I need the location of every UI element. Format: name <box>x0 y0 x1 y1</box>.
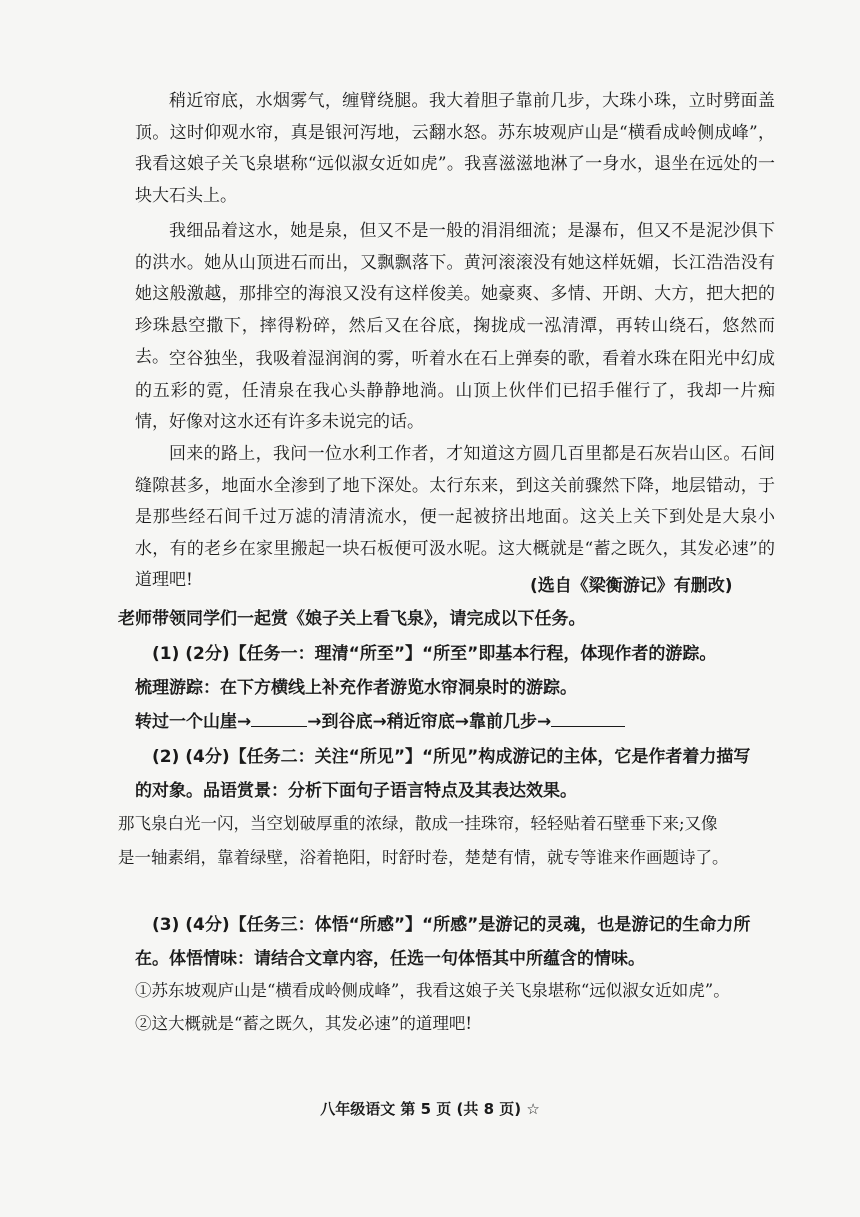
task3-instruction: 在。体悟情味：请结合文章内容，任选一句体悟其中所蕴含的情味。 <box>135 949 645 969</box>
task1-route <box>135 707 625 732</box>
route-middle: →到谷底→稍近帘底→靠前几步→ <box>307 712 552 732</box>
page-footer: 八年级语文 第 5 页 (共 8 页) ☆ <box>320 1100 540 1118</box>
route-start: 转过一个山崖→ <box>135 712 252 732</box>
task2-heading: (2) (4分)【任务二：关注“所见”】“所见”构成游记的主体，它是作者着力描写 <box>152 747 751 767</box>
passage-paragraph-4: 回来的路上，我问一位水利工作者，才知道这方圆几百里都是石灰岩山区。石间缝隙甚多，地面水全渗到了地下深处。太行东来，到这关前骤然下降，地层错动，于是那些经石间千过万滤的清清流水，便一起被挤出地面。这关上关下到处是大泉小水，有的老乡在家里搬起一块石板便可汲水呢。这大概就是“蓄之既久，其发必速”的道理吧! <box>135 444 775 590</box>
task3-heading: (3) (4分)【任务三：体悟“所感”】“所感”是游记的灵魂，也是游记的生命力所 <box>152 915 751 935</box>
route-blank-1[interactable] <box>251 710 307 727</box>
task2-quote-line-1: 那飞泉白光一闪，当空划破厚重的浓绿，散成一挂珠帘，轻轻贴着石壁垂下来;又像 <box>118 814 718 833</box>
task-intro: 老师带领同学们一起赏《娘子关上看飞泉》，请完成以下任务。 <box>118 609 586 629</box>
task1-instruction: 梳理游踪：在下方横线上补充作者游览水帘洞泉时的游踪。 <box>135 678 577 698</box>
task2-instruction: 的对象。品语赏景：分析下面句子语言特点及其表达效果。 <box>135 781 577 801</box>
passage-paragraph-3: 空谷独坐，我吸着湿润润的雾，听着水在石上弹奏的歌，看着水珠在阳光中幻成的五彩的霓，任清泉在我心头静静地淌。山顶上伙伴们已招手催行了，我却一片痴情，好像对这水还有许多未说完的话。 <box>135 349 775 432</box>
task3-option-2: ②这大概就是“蓄之既久，其发必速”的道理吧! <box>135 1014 473 1033</box>
passage-paragraph-1: 稍近帘底，水烟雾气，缠臂绕腿。我大着胆子靠前几步，大珠小珠，立时劈面盖顶。这时仰观水帘，真是银河泻地，云翻水怒。苏东坡观庐山是“横看成岭侧成峰”，我看这娘子关飞泉堪称“远似淑女近如虎”。我喜滋滋地淋了一身水，退坐在远处的一块大石头上。 <box>135 91 775 206</box>
passage-paragraph-2: 我细品着这水，她是泉，但又不是一般的涓涓细流；是瀑布，但又不是泥沙俱下的洪水。她从山顶进石而出，又飘飘落下。黄河滚滚没有她这样妩媚，长江浩浩没有她这般激越，那排空的海浪又没有这样俊美。她豪爽、多情、开朗、大方，把大把的珍珠悬空撒下，摔得粉碎，然后又在谷底，掬拢成一泓清潭，再转山绕石，悠然而去。 <box>135 221 775 367</box>
task2-quote-line-2: 是一轴素绢，靠着绿壁，浴着艳阳，时舒时卷，楚楚有情，就专等谁来作画题诗了。 <box>118 848 729 867</box>
task3-option-1: ①苏东坡观庐山是“横看成岭侧成峰”，我看这娘子关飞泉堪称“远似淑女近如虎”。 <box>135 981 730 1000</box>
task1-heading: (1) (2分)【任务一：理清“所至”】“所至”即基本行程，体现作者的游踪。 <box>152 644 717 664</box>
route-blank-2[interactable] <box>551 710 625 727</box>
passage-source: (选自《梁衡游记》有删改) <box>530 576 733 596</box>
